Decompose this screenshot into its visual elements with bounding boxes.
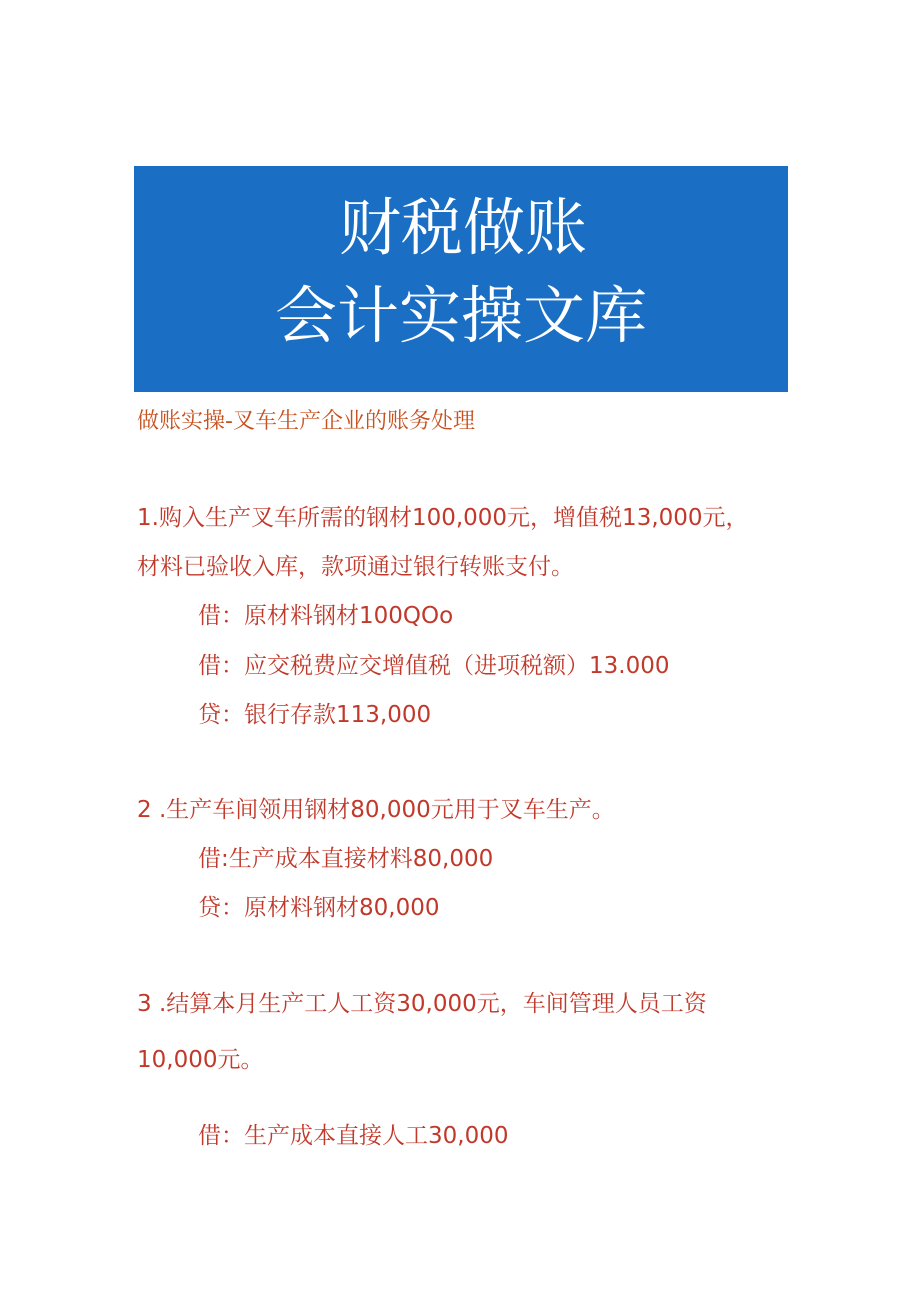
document-subtitle: 做账实操-叉车生产企业的账务处理: [137, 409, 475, 434]
banner-title-line-2: 会计实操文库: [274, 279, 647, 352]
section-2-heading: 2 .生产车间领用钢材80,000元用于叉车生产。: [137, 797, 615, 823]
section-1-heading-line-2: 材料已验收入库，款项通过银行转账支付。: [137, 554, 574, 580]
section-1-heading-line-1: 1.购入生产叉车所需的钢材100,000元，增值税13,000元，: [137, 505, 749, 531]
section-2-entry-debit: 借:生产成本直接材料80,000: [198, 846, 494, 872]
section-3-heading-line-2: 10,000元。: [137, 1047, 264, 1073]
section-1-entry-debit-tax: 借：应交税费应交增值税（进项税额）13.000: [198, 653, 670, 679]
banner-title-line-1: 财税做账: [338, 191, 587, 264]
section-3-heading-line-1: 3 .结算本月生产工人工资30,000元，车间管理人员工资: [137, 991, 707, 1017]
section-2-entry-credit: 贷：原材料钢材80,000: [198, 895, 440, 921]
section-3-entry-debit: 借：生产成本直接人工30,000: [198, 1123, 509, 1149]
section-1-entry-debit-materials: 借：原材料钢材100QOo: [198, 603, 454, 629]
title-banner: [134, 166, 788, 392]
section-1-entry-credit-bank: 贷：银行存款113,000: [198, 702, 432, 728]
